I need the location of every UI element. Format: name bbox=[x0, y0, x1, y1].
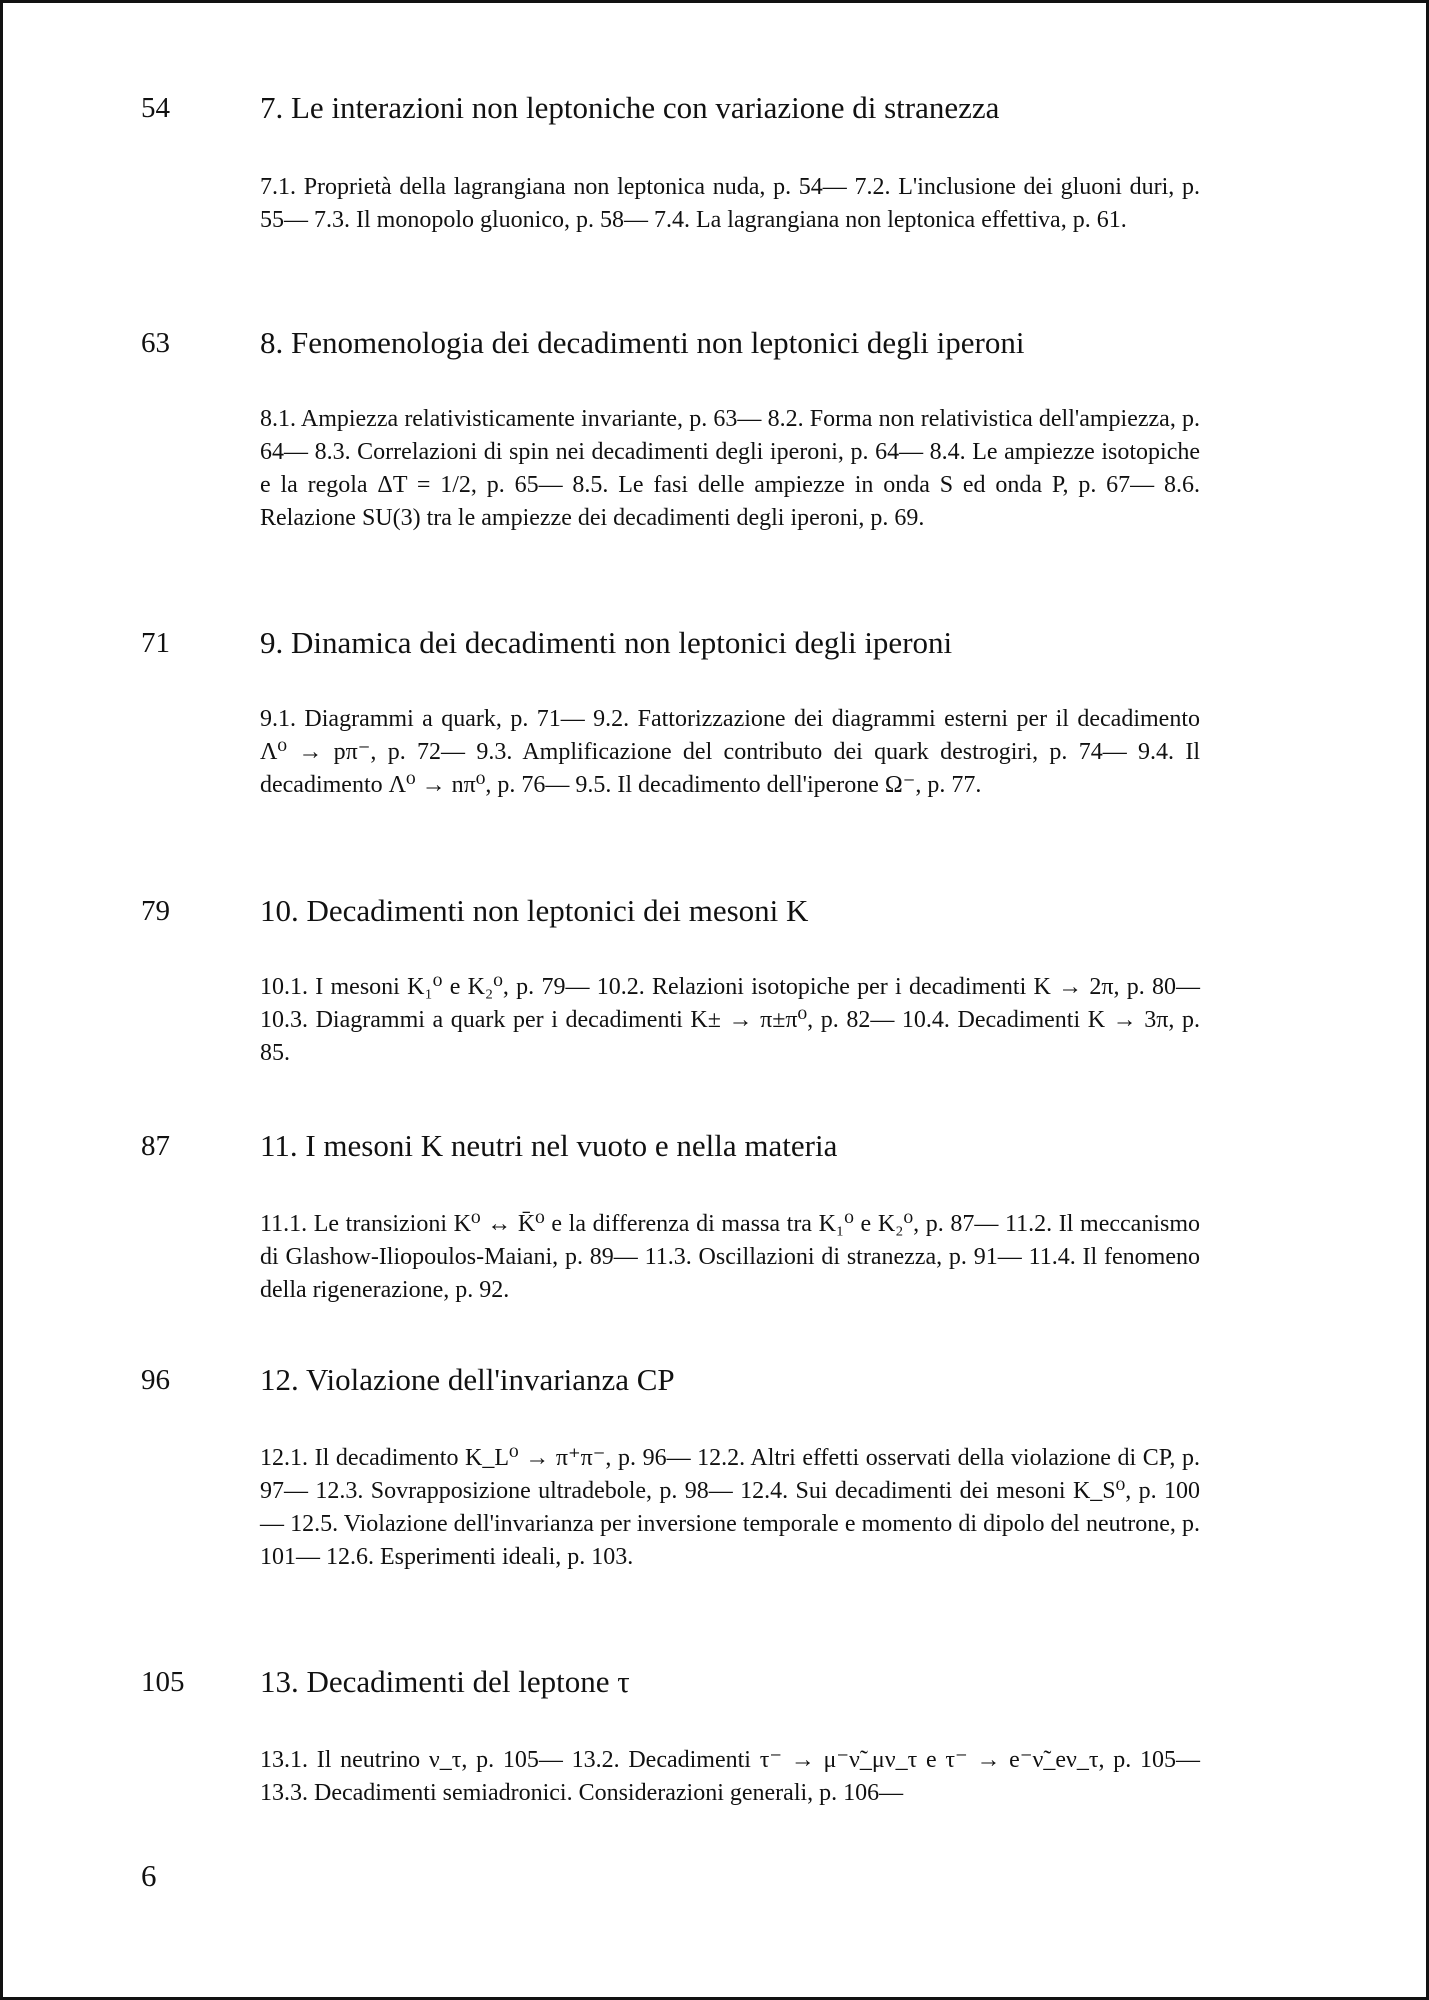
toc-chapter-title: 12. Violazione dell'invarianza CP bbox=[260, 1362, 675, 1397]
toc-chapter-sections: 12.1. Il decadimento K_L⁰ → π⁺π⁻, p. 96— 12.2. Altri effetti osservati della violazione di CP, p. 97— 12.3. Sovrapposizione ultradebole, p. 98— 12.4. Sui decadimenti dei mesoni K_S⁰, p. 100— 12.5. Violazione dell'invarianza per inversione temporale e momento di dipolo del neutrone, p. 101— 12.6. Esperimenti ideali, p. 103. bbox=[260, 1445, 1200, 1570]
toc-chapter-title: 9. Dinamica dei decadimenti non leptonici degli iperoni bbox=[260, 625, 953, 660]
toc-chapter-sections: 8.1. Ampiezza relativisticamente invariante, p. 63— 8.2. Forma non relativistica dell'ampiezza, p. 64— 8.3. Correlazioni di spin nei decadimenti degli iperoni, p. 64— 8.4. Le ampiezze isotopiche e la regola ΔT = 1/2, p. 65— 8.5. Le fasi delle ampiezze in onda S ed onda P, p. 67— 8.6. Relazione SU(3) tra le ampiezze dei decadimenti degli iperoni, p. 69. bbox=[260, 406, 1200, 531]
toc-page-number: 96 bbox=[141, 1364, 170, 1396]
toc-chapter-sections: 7.1. Proprietà della lagrangiana non leptonica nuda, p. 54— 7.2. L'inclusione dei gluoni duri, p. 55— 7.3. Il monopolo gluonico, p. 58— 7.4. La lagrangiana non leptonica effettiva, p. 61. bbox=[260, 174, 1200, 233]
toc-chapter-title: 8. Fenomenologia dei decadimenti non leptonici degli iperoni bbox=[260, 325, 1025, 360]
toc-chapter-title: 7. Le interazioni non leptoniche con variazione di stranezza bbox=[260, 90, 1000, 125]
toc-chapter-title: 11. I mesoni K neutri nel vuoto e nella materia bbox=[260, 1128, 838, 1163]
toc-chapter-title: 10. Decadimenti non leptonici dei mesoni K bbox=[260, 893, 809, 928]
toc-chapter-sections: 11.1. Le transizioni K⁰ ↔ K̄⁰ e la differenza di massa tra K₁⁰ e K₂⁰, p. 87— 11.2. Il meccanismo di Glashow-Iliopoulos-Maiani, p. 89— 11.3. Oscillazioni di stranezza, p. 91— 11.4. Il fenomeno della rigenerazione, p. 92. bbox=[260, 1211, 1200, 1303]
toc-chapter-title: 13. Decadimenti del leptone τ bbox=[260, 1664, 630, 1699]
toc-page-number: 54 bbox=[141, 92, 170, 124]
toc-page-number: 63 bbox=[141, 327, 170, 359]
toc-chapter-sections: 10.1. I mesoni K₁⁰ e K₂⁰, p. 79— 10.2. Relazioni isotopiche per i decadimenti K → 2π, p. 80— 10.3. Diagrammi a quark per i decadimenti K± → π±π⁰, p. 82— 10.4. Decadimenti K → 3π, p. 85. bbox=[260, 974, 1200, 1066]
toc-page-number: 79 bbox=[141, 895, 170, 927]
toc-chapter-sections: 13.1. Il neutrino ν_τ, p. 105— 13.2. Decadimenti τ⁻ → μ⁻ν̃_μν_τ e τ⁻ → e⁻ν̃_eν_τ, p. 105— 13.3. Decadimenti semiadronici. Considerazioni generali, p. 106— bbox=[260, 1747, 1200, 1806]
toc-page-number: 87 bbox=[141, 1130, 170, 1162]
toc-chapter-sections: 9.1. Diagrammi a quark, p. 71— 9.2. Fattorizzazione dei diagrammi esterni per il decadimento Λ⁰ → pπ⁻, p. 72— 9.3. Amplificazione del contributo dei quark destrogiri, p. 74— 9.4. Il decadimento Λ⁰ → nπ⁰, p. 76— 9.5. Il decadimento dell'iperone Ω⁻, p. 77. bbox=[260, 706, 1200, 798]
page-folio: 6 bbox=[141, 1858, 157, 1893]
toc-page-number: 105 bbox=[141, 1666, 185, 1698]
toc-page-number: 71 bbox=[141, 627, 170, 659]
